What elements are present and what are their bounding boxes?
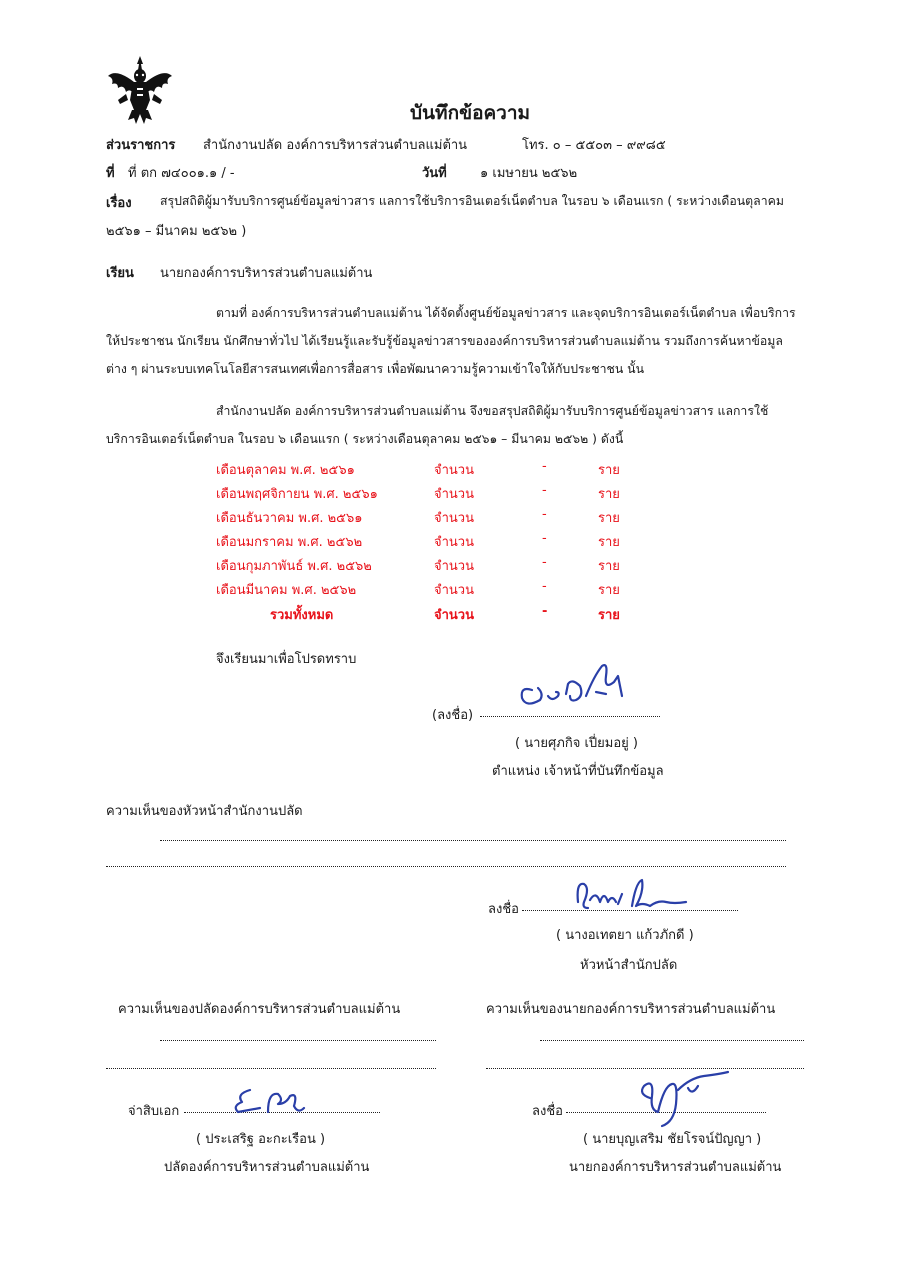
signer1-name: ( นายศุภกิจ เปี่ยมอยู่ ) — [515, 736, 638, 751]
palad-signature — [228, 1082, 318, 1122]
mayor-opinion-heading: ความเห็นของนายกองค์การบริหารส่วนตำบลแม่ต้าน — [486, 1002, 776, 1017]
stat-count-label: จำนวน — [434, 535, 474, 550]
to-label: เรียน — [106, 266, 134, 281]
stat-unit: ราย — [598, 463, 620, 478]
mayor-signature — [628, 1066, 738, 1130]
stat-count: - — [542, 579, 547, 594]
stat-count: - — [542, 531, 547, 546]
stat-count-label: จำนวน — [434, 487, 474, 502]
mayor-name: ( นายบุญเสริม ชัยโรจน์ปัญญา ) — [583, 1132, 762, 1147]
date-label: วันที่ — [422, 166, 447, 181]
agency-label: ส่วนราชการ — [106, 138, 176, 153]
signer1-signature-line — [480, 716, 660, 717]
stat-month: เดือนพฤศจิกายน พ.ศ. ๒๕๖๑ — [216, 487, 378, 502]
subject-line-1: สรุปสถิติผู้มารับบริการศูนย์ข้อมูลข่าวสาร แลการใช้บริการอินเตอร์เน็ตตำบล ในรอบ ๖ เดือนแรก ( ระหว่างเดือนตุลาคม — [160, 194, 784, 208]
palad-opinion-line-1 — [160, 1040, 436, 1041]
phone-number: โทร. ๐ – ๕๕๐๓ – ๙๙๘๕ — [522, 138, 666, 153]
stat-month: เดือนธันวาคม พ.ศ. ๒๕๖๑ — [216, 511, 363, 526]
stat-unit: ราย — [598, 511, 620, 526]
mayor-sign-label: ลงชื่อ — [532, 1104, 563, 1119]
stat-unit: ราย — [598, 559, 620, 574]
ref-label: ที่ — [106, 166, 115, 181]
stat-unit: ราย — [598, 583, 620, 598]
closing-text: จึงเรียนมาเพื่อโปรดทราบ — [216, 652, 357, 667]
stat-unit: ราย — [598, 487, 620, 502]
head-office-sign-label: ลงชื่อ — [488, 902, 519, 917]
subject-line-2: ๒๕๖๑ – มีนาคม ๒๕๖๒ ) — [106, 224, 247, 239]
stat-count-label: จำนวน — [434, 511, 474, 526]
stat-total-count-label: จำนวน — [434, 608, 474, 623]
palad-opinion-heading: ความเห็นของปลัดองค์การบริหารส่วนตำบลแม่ต้าน — [118, 1002, 401, 1017]
para2-line-1: สำนักงานปลัด องค์การบริหารส่วนตำบลแม่ต้าน จึงขอสรุปสถิติผู้มารับบริการศูนย์ข้อมูลข่าวสาร แลการใช้ — [216, 404, 769, 418]
stat-month: เดือนกุมภาพันธ์ พ.ศ. ๒๕๖๒ — [216, 559, 372, 574]
stat-total-label: รวมทั้งหมด — [270, 608, 334, 623]
stat-month: เดือนมกราคม พ.ศ. ๒๕๖๒ — [216, 535, 363, 550]
para1-line-2: ให้ประชาชน นักเรียน นักศึกษาทั่วไป ได้เรียนรู้และรับรู้ข้อมูลข่าวสารขององค์การบริหารส่วนตำบลแม่ต้าน รวมถึงการค้นหาข้อมูล — [106, 334, 783, 348]
agency-value: สำนักงานปลัด องค์การบริหารส่วนตำบลแม่ต้าน — [203, 138, 468, 153]
stat-total-unit: ราย — [598, 608, 620, 623]
stat-count: - — [542, 459, 547, 474]
palad-name: ( ประเสริฐ อะกะเรือน ) — [196, 1132, 326, 1147]
stat-count: - — [542, 507, 547, 522]
mayor-opinion-line-1 — [540, 1040, 804, 1041]
stat-month: เดือนมีนาคม พ.ศ. ๒๕๖๒ — [216, 583, 357, 598]
date-value: ๑ เมษายน ๒๕๖๒ — [480, 166, 578, 181]
garuda-emblem-icon — [106, 54, 174, 126]
stat-total-count: - — [542, 604, 548, 619]
stat-count-label: จำนวน — [434, 559, 474, 574]
ref-value: ที่ ตก ๗๔๐๐๑.๑ / - — [128, 166, 235, 181]
palad-opinion-line-2 — [106, 1068, 436, 1069]
palad-sign-label: จ่าสิบเอก — [128, 1104, 180, 1119]
head-office-opinion-line-1 — [160, 840, 786, 841]
subject-label: เรื่อง — [106, 196, 132, 211]
to-value: นายกองค์การบริหารส่วนตำบลแม่ต้าน — [160, 266, 373, 281]
para2-line-2: บริการอินเตอร์เน็ตตำบล ในรอบ ๖ เดือนแรก ( ระหว่างเดือนตุลาคม ๒๕๖๑ – มีนาคม ๒๕๖๒ ) ดังนี้ — [106, 432, 624, 446]
head-office-signature — [570, 872, 700, 922]
stat-unit: ราย — [598, 535, 620, 550]
signer1-position: ตำแหน่ง เจ้าหน้าที่บันทึกข้อมูล — [492, 764, 664, 779]
head-office-opinion-line-2 — [106, 866, 786, 867]
mayor-position: นายกองค์การบริหารส่วนตำบลแม่ต้าน — [569, 1160, 782, 1175]
head-office-name: ( นางอเทตยา แก้วภักดี ) — [556, 928, 694, 943]
signer1-sign-label: (ลงชื่อ) — [432, 708, 474, 723]
stat-count-label: จำนวน — [434, 583, 474, 598]
palad-position: ปลัดองค์การบริหารส่วนตำบลแม่ต้าน — [164, 1160, 370, 1175]
stat-count-label: จำนวน — [434, 463, 474, 478]
signer1-signature — [510, 656, 640, 716]
head-office-opinion-heading: ความเห็นของหัวหน้าสำนักงานปลัด — [106, 804, 303, 819]
stat-count: - — [542, 483, 547, 498]
stat-month: เดือนตุลาคม พ.ศ. ๒๕๖๑ — [216, 463, 355, 478]
stat-count: - — [542, 555, 547, 570]
memo-title: บันทึกข้อความ — [410, 102, 531, 124]
para1-line-1: ตามที่ องค์การบริหารส่วนตำบลแม่ต้าน ได้จัดตั้งศูนย์ข้อมูลข่าวสาร และจุดบริการอินเตอร์เน็ตตำบล เพื่อบริการ — [216, 306, 796, 320]
head-office-position: หัวหน้าสำนักปลัด — [580, 958, 678, 973]
para1-line-3: ต่าง ๆ ผ่านระบบเทคโนโลยีสารสนเทศเพื่อการสื่อสาร เพื่อพัฒนาความรู้ความเข้าใจให้กับประชาชน นั้น — [106, 362, 644, 376]
